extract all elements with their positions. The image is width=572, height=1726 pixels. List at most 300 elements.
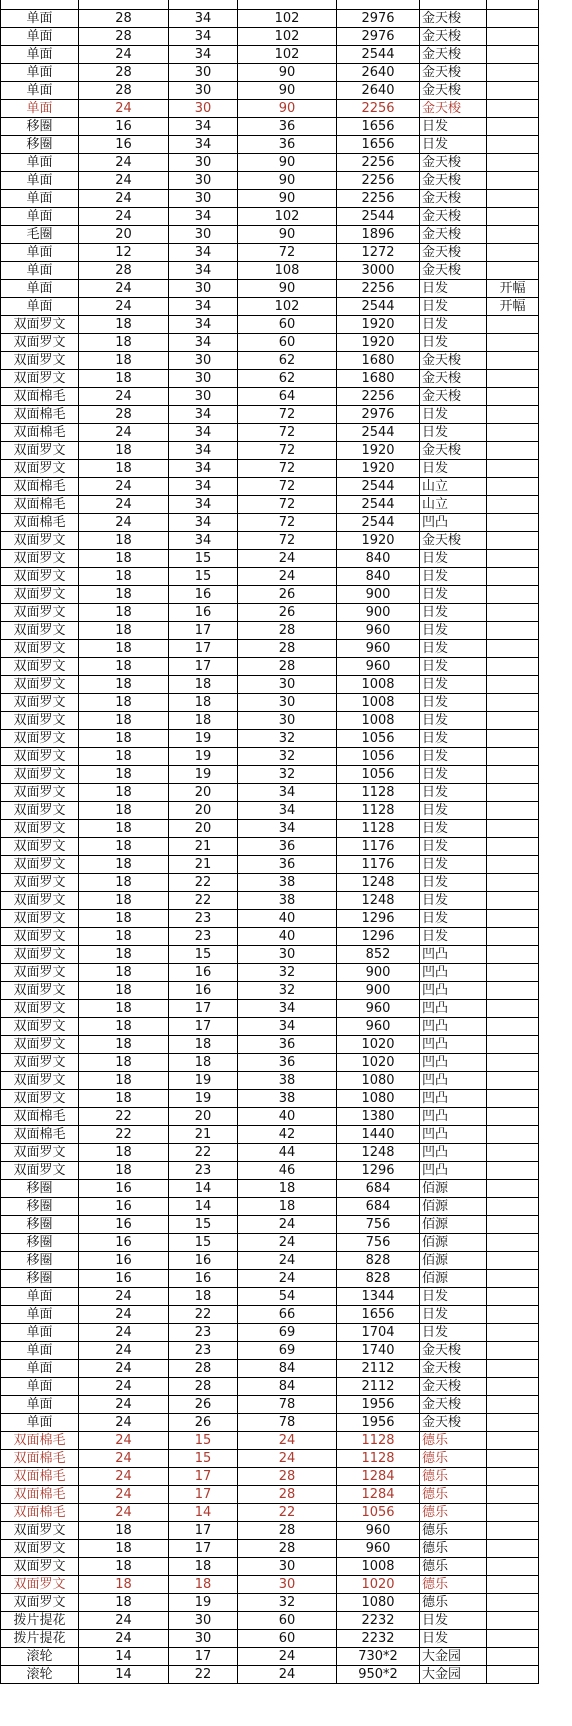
cell-gauge[interactable]: 18 xyxy=(79,784,169,802)
cell-gauge[interactable]: 18 xyxy=(79,838,169,856)
cell-brand[interactable]: 金天梭 xyxy=(420,226,487,244)
cell-gauge[interactable]: 16 xyxy=(79,1270,169,1288)
cell-brand[interactable]: 金天梭 xyxy=(420,1414,487,1432)
cell-machine-type[interactable]: 移圈 xyxy=(1,1234,79,1252)
cell-diameter[interactable]: 16 xyxy=(169,1270,238,1288)
cell-feeders[interactable]: 28 xyxy=(238,1486,337,1504)
cell-feeders[interactable]: 78 xyxy=(238,1396,337,1414)
cell-needles[interactable]: 730*2 xyxy=(337,1648,420,1666)
cell-machine-type[interactable]: 拨片提花 xyxy=(1,1612,79,1630)
cell-note[interactable] xyxy=(487,1108,539,1126)
cell-diameter[interactable]: 18 xyxy=(169,712,238,730)
cell-brand[interactable]: 德乐 xyxy=(420,1504,487,1522)
cell-gauge[interactable]: 18 xyxy=(79,874,169,892)
cell-brand[interactable]: 日发 xyxy=(420,658,487,676)
cell-gauge[interactable]: 18 xyxy=(79,712,169,730)
cell-brand[interactable]: 日发 xyxy=(420,424,487,442)
cell-machine-type[interactable]: 移圈 xyxy=(1,1198,79,1216)
cell-feeders[interactable]: 72 xyxy=(238,514,337,532)
cell-machine-type[interactable]: 双面罗文 xyxy=(1,568,79,586)
cell-machine-type[interactable]: 双面罗文 xyxy=(1,1162,79,1180)
cell-feeders[interactable]: 24 xyxy=(238,1270,337,1288)
cell-diameter[interactable]: 23 xyxy=(169,1342,238,1360)
cell-note[interactable] xyxy=(487,64,539,82)
cell-needles[interactable]: 950*2 xyxy=(337,1666,420,1684)
cell-brand[interactable]: 日发 xyxy=(420,730,487,748)
cell-brand[interactable]: 金天梭 xyxy=(420,100,487,118)
cell-feeders[interactable]: 64 xyxy=(238,388,337,406)
cell-machine-type[interactable]: 单面 xyxy=(1,190,79,208)
cell-diameter[interactable]: 20 xyxy=(169,820,238,838)
cell-note[interactable] xyxy=(487,1288,539,1306)
cell-feeders[interactable]: 30 xyxy=(238,676,337,694)
cell-gauge[interactable]: 18 xyxy=(79,1054,169,1072)
header-cell[interactable] xyxy=(79,0,169,10)
cell-brand[interactable]: 凹凸 xyxy=(420,1126,487,1144)
cell-feeders[interactable]: 44 xyxy=(238,1144,337,1162)
cell-diameter[interactable]: 26 xyxy=(169,1414,238,1432)
cell-feeders[interactable]: 34 xyxy=(238,820,337,838)
cell-machine-type[interactable]: 移圈 xyxy=(1,1252,79,1270)
cell-gauge[interactable]: 24 xyxy=(79,172,169,190)
cell-feeders[interactable]: 102 xyxy=(238,28,337,46)
cell-machine-type[interactable]: 移圈 xyxy=(1,1180,79,1198)
cell-gauge[interactable]: 28 xyxy=(79,10,169,28)
cell-note[interactable] xyxy=(487,1594,539,1612)
header-cell[interactable] xyxy=(1,0,79,10)
cell-note[interactable] xyxy=(487,1126,539,1144)
cell-note[interactable] xyxy=(487,820,539,838)
cell-gauge[interactable]: 24 xyxy=(79,1396,169,1414)
cell-machine-type[interactable]: 双面罗文 xyxy=(1,676,79,694)
cell-note[interactable] xyxy=(487,442,539,460)
cell-diameter[interactable]: 34 xyxy=(169,262,238,280)
cell-feeders[interactable]: 90 xyxy=(238,100,337,118)
cell-note[interactable] xyxy=(487,586,539,604)
cell-needles[interactable]: 1380 xyxy=(337,1108,420,1126)
cell-feeders[interactable]: 32 xyxy=(238,1594,337,1612)
cell-brand[interactable]: 金天梭 xyxy=(420,64,487,82)
cell-brand[interactable]: 日发 xyxy=(420,406,487,424)
cell-diameter[interactable]: 30 xyxy=(169,64,238,82)
cell-diameter[interactable]: 22 xyxy=(169,874,238,892)
cell-note[interactable] xyxy=(487,694,539,712)
cell-note[interactable] xyxy=(487,892,539,910)
cell-feeders[interactable]: 28 xyxy=(238,658,337,676)
cell-brand[interactable]: 德乐 xyxy=(420,1522,487,1540)
cell-gauge[interactable]: 24 xyxy=(79,1432,169,1450)
cell-gauge[interactable]: 18 xyxy=(79,928,169,946)
cell-machine-type[interactable]: 滚轮 xyxy=(1,1666,79,1684)
cell-gauge[interactable]: 16 xyxy=(79,1198,169,1216)
cell-feeders[interactable]: 36 xyxy=(238,118,337,136)
cell-diameter[interactable]: 17 xyxy=(169,1018,238,1036)
cell-diameter[interactable]: 15 xyxy=(169,568,238,586)
cell-gauge[interactable]: 28 xyxy=(79,64,169,82)
cell-diameter[interactable]: 16 xyxy=(169,586,238,604)
cell-needles[interactable]: 2112 xyxy=(337,1378,420,1396)
cell-note[interactable] xyxy=(487,388,539,406)
cell-feeders[interactable]: 36 xyxy=(238,856,337,874)
cell-machine-type[interactable]: 双面罗文 xyxy=(1,748,79,766)
cell-note[interactable] xyxy=(487,856,539,874)
cell-brand[interactable]: 金天梭 xyxy=(420,244,487,262)
cell-brand[interactable]: 德乐 xyxy=(420,1486,487,1504)
cell-note[interactable] xyxy=(487,712,539,730)
cell-note[interactable] xyxy=(487,496,539,514)
cell-feeders[interactable]: 22 xyxy=(238,1504,337,1522)
cell-diameter[interactable]: 16 xyxy=(169,982,238,1000)
cell-diameter[interactable]: 18 xyxy=(169,1288,238,1306)
cell-note[interactable] xyxy=(487,406,539,424)
cell-gauge[interactable]: 24 xyxy=(79,478,169,496)
cell-machine-type[interactable]: 双面罗文 xyxy=(1,1576,79,1594)
cell-note[interactable] xyxy=(487,1270,539,1288)
cell-diameter[interactable]: 21 xyxy=(169,1126,238,1144)
cell-diameter[interactable]: 17 xyxy=(169,1000,238,1018)
cell-needles[interactable]: 684 xyxy=(337,1198,420,1216)
cell-brand[interactable]: 金天梭 xyxy=(420,82,487,100)
cell-needles[interactable]: 2976 xyxy=(337,10,420,28)
cell-gauge[interactable]: 28 xyxy=(79,28,169,46)
cell-feeders[interactable]: 62 xyxy=(238,370,337,388)
cell-machine-type[interactable]: 单面 xyxy=(1,46,79,64)
cell-note[interactable] xyxy=(487,244,539,262)
cell-feeders[interactable]: 60 xyxy=(238,1630,337,1648)
cell-gauge[interactable]: 18 xyxy=(79,802,169,820)
header-cell[interactable] xyxy=(169,0,238,10)
cell-brand[interactable]: 日发 xyxy=(420,1288,487,1306)
cell-feeders[interactable]: 72 xyxy=(238,244,337,262)
cell-diameter[interactable]: 14 xyxy=(169,1180,238,1198)
cell-machine-type[interactable]: 双面罗文 xyxy=(1,784,79,802)
cell-gauge[interactable]: 18 xyxy=(79,532,169,550)
cell-machine-type[interactable]: 双面罗文 xyxy=(1,1054,79,1072)
cell-gauge[interactable]: 24 xyxy=(79,1306,169,1324)
cell-brand[interactable]: 日发 xyxy=(420,1612,487,1630)
cell-needles[interactable]: 960 xyxy=(337,1018,420,1036)
cell-gauge[interactable]: 18 xyxy=(79,1036,169,1054)
cell-gauge[interactable]: 16 xyxy=(79,1180,169,1198)
cell-note[interactable] xyxy=(487,1414,539,1432)
cell-gauge[interactable]: 16 xyxy=(79,136,169,154)
cell-feeders[interactable]: 26 xyxy=(238,586,337,604)
cell-feeders[interactable]: 36 xyxy=(238,1036,337,1054)
cell-machine-type[interactable]: 移圈 xyxy=(1,118,79,136)
cell-diameter[interactable]: 30 xyxy=(169,1630,238,1648)
cell-note[interactable] xyxy=(487,1468,539,1486)
cell-needles[interactable]: 1344 xyxy=(337,1288,420,1306)
cell-note[interactable] xyxy=(487,136,539,154)
cell-gauge[interactable]: 18 xyxy=(79,964,169,982)
cell-feeders[interactable]: 36 xyxy=(238,1054,337,1072)
cell-machine-type[interactable]: 单面 xyxy=(1,262,79,280)
cell-machine-type[interactable]: 双面罗文 xyxy=(1,838,79,856)
cell-machine-type[interactable]: 双面棉毛 xyxy=(1,1126,79,1144)
cell-feeders[interactable]: 78 xyxy=(238,1414,337,1432)
cell-machine-type[interactable]: 双面棉毛 xyxy=(1,1450,79,1468)
cell-machine-type[interactable]: 双面罗文 xyxy=(1,730,79,748)
cell-gauge[interactable]: 24 xyxy=(79,280,169,298)
cell-feeders[interactable]: 62 xyxy=(238,352,337,370)
cell-feeders[interactable]: 102 xyxy=(238,46,337,64)
cell-brand[interactable]: 日发 xyxy=(420,676,487,694)
cell-feeders[interactable]: 24 xyxy=(238,1432,337,1450)
cell-machine-type[interactable]: 单面 xyxy=(1,208,79,226)
cell-diameter[interactable]: 17 xyxy=(169,622,238,640)
cell-needles[interactable]: 1008 xyxy=(337,1558,420,1576)
cell-gauge[interactable]: 16 xyxy=(79,1216,169,1234)
cell-gauge[interactable]: 18 xyxy=(79,442,169,460)
cell-note[interactable] xyxy=(487,1486,539,1504)
cell-machine-type[interactable]: 双面罗文 xyxy=(1,586,79,604)
cell-machine-type[interactable]: 双面棉毛 xyxy=(1,388,79,406)
cell-gauge[interactable]: 16 xyxy=(79,1252,169,1270)
cell-diameter[interactable]: 34 xyxy=(169,136,238,154)
cell-brand[interactable]: 德乐 xyxy=(420,1576,487,1594)
cell-note[interactable] xyxy=(487,1666,539,1684)
cell-machine-type[interactable]: 双面棉毛 xyxy=(1,1432,79,1450)
cell-needles[interactable]: 1296 xyxy=(337,910,420,928)
cell-machine-type[interactable]: 双面罗文 xyxy=(1,370,79,388)
cell-machine-type[interactable]: 移圈 xyxy=(1,136,79,154)
cell-needles[interactable]: 1128 xyxy=(337,1450,420,1468)
cell-needles[interactable]: 1056 xyxy=(337,730,420,748)
cell-feeders[interactable]: 24 xyxy=(238,1666,337,1684)
cell-needles[interactable]: 2232 xyxy=(337,1630,420,1648)
cell-feeders[interactable]: 90 xyxy=(238,190,337,208)
cell-diameter[interactable]: 34 xyxy=(169,460,238,478)
cell-needles[interactable]: 2256 xyxy=(337,280,420,298)
cell-note[interactable] xyxy=(487,604,539,622)
cell-needles[interactable]: 1176 xyxy=(337,838,420,856)
cell-gauge[interactable]: 14 xyxy=(79,1648,169,1666)
cell-note[interactable] xyxy=(487,1198,539,1216)
cell-machine-type[interactable]: 双面罗文 xyxy=(1,1522,79,1540)
cell-brand[interactable]: 佰源 xyxy=(420,1198,487,1216)
cell-note[interactable] xyxy=(487,1522,539,1540)
cell-note[interactable] xyxy=(487,1162,539,1180)
cell-diameter[interactable]: 30 xyxy=(169,280,238,298)
cell-needles[interactable]: 2976 xyxy=(337,406,420,424)
cell-gauge[interactable]: 24 xyxy=(79,46,169,64)
cell-gauge[interactable]: 18 xyxy=(79,730,169,748)
cell-brand[interactable]: 金天梭 xyxy=(420,10,487,28)
cell-note[interactable] xyxy=(487,82,539,100)
cell-machine-type[interactable]: 双面罗文 xyxy=(1,640,79,658)
cell-feeders[interactable]: 36 xyxy=(238,136,337,154)
cell-machine-type[interactable]: 双面罗文 xyxy=(1,910,79,928)
cell-brand[interactable]: 金天梭 xyxy=(420,208,487,226)
cell-machine-type[interactable]: 双面棉毛 xyxy=(1,496,79,514)
cell-note[interactable] xyxy=(487,1036,539,1054)
cell-brand[interactable]: 凹凸 xyxy=(420,964,487,982)
cell-machine-type[interactable]: 单面 xyxy=(1,1324,79,1342)
cell-diameter[interactable]: 30 xyxy=(169,190,238,208)
cell-needles[interactable]: 840 xyxy=(337,550,420,568)
cell-gauge[interactable]: 18 xyxy=(79,1594,169,1612)
cell-needles[interactable]: 1740 xyxy=(337,1342,420,1360)
cell-diameter[interactable]: 20 xyxy=(169,784,238,802)
cell-needles[interactable]: 960 xyxy=(337,1540,420,1558)
cell-gauge[interactable]: 18 xyxy=(79,460,169,478)
cell-note[interactable] xyxy=(487,676,539,694)
cell-needles[interactable]: 1128 xyxy=(337,820,420,838)
cell-feeders[interactable]: 32 xyxy=(238,766,337,784)
cell-needles[interactable]: 960 xyxy=(337,622,420,640)
cell-brand[interactable]: 日发 xyxy=(420,928,487,946)
cell-machine-type[interactable]: 双面棉毛 xyxy=(1,406,79,424)
cell-note[interactable] xyxy=(487,1234,539,1252)
cell-diameter[interactable]: 15 xyxy=(169,946,238,964)
cell-needles[interactable]: 1056 xyxy=(337,748,420,766)
cell-needles[interactable]: 2544 xyxy=(337,514,420,532)
cell-brand[interactable]: 山立 xyxy=(420,496,487,514)
cell-note[interactable] xyxy=(487,424,539,442)
cell-brand[interactable]: 金天梭 xyxy=(420,190,487,208)
cell-machine-type[interactable]: 双面罗文 xyxy=(1,1072,79,1090)
cell-gauge[interactable]: 24 xyxy=(79,1324,169,1342)
cell-machine-type[interactable]: 双面罗文 xyxy=(1,334,79,352)
cell-needles[interactable]: 1080 xyxy=(337,1594,420,1612)
header-cell[interactable] xyxy=(337,0,420,10)
cell-machine-type[interactable]: 双面棉毛 xyxy=(1,1108,79,1126)
cell-feeders[interactable]: 69 xyxy=(238,1342,337,1360)
cell-brand[interactable]: 日发 xyxy=(420,136,487,154)
cell-brand[interactable]: 凹凸 xyxy=(420,1000,487,1018)
cell-diameter[interactable]: 19 xyxy=(169,1090,238,1108)
cell-needles[interactable]: 960 xyxy=(337,1522,420,1540)
cell-feeders[interactable]: 40 xyxy=(238,910,337,928)
cell-note[interactable] xyxy=(487,568,539,586)
cell-brand[interactable]: 凹凸 xyxy=(420,1108,487,1126)
cell-gauge[interactable]: 18 xyxy=(79,550,169,568)
cell-note[interactable] xyxy=(487,838,539,856)
cell-brand[interactable]: 德乐 xyxy=(420,1540,487,1558)
cell-note[interactable] xyxy=(487,262,539,280)
cell-feeders[interactable]: 84 xyxy=(238,1378,337,1396)
cell-needles[interactable]: 2112 xyxy=(337,1360,420,1378)
cell-feeders[interactable]: 36 xyxy=(238,838,337,856)
cell-note[interactable] xyxy=(487,1396,539,1414)
cell-needles[interactable]: 1008 xyxy=(337,676,420,694)
cell-diameter[interactable]: 19 xyxy=(169,748,238,766)
cell-brand[interactable]: 金天梭 xyxy=(420,1360,487,1378)
cell-diameter[interactable]: 28 xyxy=(169,1360,238,1378)
cell-machine-type[interactable]: 双面罗文 xyxy=(1,658,79,676)
cell-gauge[interactable]: 18 xyxy=(79,1144,169,1162)
cell-brand[interactable]: 金天梭 xyxy=(420,262,487,280)
cell-note[interactable] xyxy=(487,748,539,766)
cell-diameter[interactable]: 34 xyxy=(169,46,238,64)
cell-gauge[interactable]: 18 xyxy=(79,676,169,694)
cell-diameter[interactable]: 16 xyxy=(169,1252,238,1270)
cell-note[interactable] xyxy=(487,1144,539,1162)
cell-needles[interactable]: 2640 xyxy=(337,82,420,100)
cell-diameter[interactable]: 34 xyxy=(169,334,238,352)
cell-note[interactable] xyxy=(487,514,539,532)
cell-diameter[interactable]: 17 xyxy=(169,1522,238,1540)
cell-brand[interactable]: 金天梭 xyxy=(420,1342,487,1360)
cell-note[interactable] xyxy=(487,928,539,946)
cell-feeders[interactable]: 30 xyxy=(238,712,337,730)
cell-needles[interactable]: 1920 xyxy=(337,442,420,460)
cell-needles[interactable]: 2256 xyxy=(337,172,420,190)
cell-note[interactable] xyxy=(487,1216,539,1234)
cell-needles[interactable]: 900 xyxy=(337,586,420,604)
cell-diameter[interactable]: 30 xyxy=(169,154,238,172)
cell-diameter[interactable]: 34 xyxy=(169,514,238,532)
cell-diameter[interactable]: 18 xyxy=(169,1036,238,1054)
cell-machine-type[interactable]: 双面罗文 xyxy=(1,1018,79,1036)
cell-needles[interactable]: 828 xyxy=(337,1270,420,1288)
cell-feeders[interactable]: 72 xyxy=(238,496,337,514)
cell-machine-type[interactable]: 双面罗文 xyxy=(1,550,79,568)
cell-feeders[interactable]: 32 xyxy=(238,748,337,766)
cell-diameter[interactable]: 14 xyxy=(169,1198,238,1216)
cell-gauge[interactable]: 18 xyxy=(79,1162,169,1180)
cell-needles[interactable]: 1176 xyxy=(337,856,420,874)
cell-note[interactable] xyxy=(487,352,539,370)
cell-gauge[interactable]: 24 xyxy=(79,424,169,442)
cell-needles[interactable]: 2544 xyxy=(337,46,420,64)
cell-note[interactable] xyxy=(487,118,539,136)
cell-needles[interactable]: 2544 xyxy=(337,478,420,496)
cell-feeders[interactable]: 102 xyxy=(238,10,337,28)
cell-feeders[interactable]: 24 xyxy=(238,1234,337,1252)
cell-note[interactable] xyxy=(487,784,539,802)
cell-diameter[interactable]: 34 xyxy=(169,10,238,28)
cell-brand[interactable]: 日发 xyxy=(420,820,487,838)
cell-brand[interactable]: 日发 xyxy=(420,802,487,820)
cell-gauge[interactable]: 18 xyxy=(79,1072,169,1090)
cell-diameter[interactable]: 34 xyxy=(169,406,238,424)
cell-machine-type[interactable]: 单面 xyxy=(1,154,79,172)
cell-brand[interactable]: 日发 xyxy=(420,1630,487,1648)
cell-needles[interactable]: 1020 xyxy=(337,1036,420,1054)
cell-diameter[interactable]: 16 xyxy=(169,964,238,982)
cell-note[interactable] xyxy=(487,982,539,1000)
cell-needles[interactable]: 1920 xyxy=(337,460,420,478)
cell-diameter[interactable]: 34 xyxy=(169,424,238,442)
cell-diameter[interactable]: 17 xyxy=(169,1648,238,1666)
cell-gauge[interactable]: 18 xyxy=(79,946,169,964)
cell-diameter[interactable]: 30 xyxy=(169,1612,238,1630)
cell-needles[interactable]: 1008 xyxy=(337,712,420,730)
cell-needles[interactable]: 1020 xyxy=(337,1054,420,1072)
cell-note[interactable] xyxy=(487,1054,539,1072)
cell-gauge[interactable]: 18 xyxy=(79,910,169,928)
cell-brand[interactable]: 凹凸 xyxy=(420,982,487,1000)
cell-needles[interactable]: 2544 xyxy=(337,298,420,316)
cell-brand[interactable]: 凹凸 xyxy=(420,1054,487,1072)
cell-machine-type[interactable]: 单面 xyxy=(1,1414,79,1432)
cell-machine-type[interactable]: 双面罗文 xyxy=(1,442,79,460)
cell-brand[interactable]: 日发 xyxy=(420,784,487,802)
cell-machine-type[interactable]: 单面 xyxy=(1,244,79,262)
cell-needles[interactable]: 1080 xyxy=(337,1090,420,1108)
cell-gauge[interactable]: 28 xyxy=(79,262,169,280)
cell-needles[interactable]: 1056 xyxy=(337,1504,420,1522)
cell-brand[interactable]: 山立 xyxy=(420,478,487,496)
cell-brand[interactable]: 日发 xyxy=(420,604,487,622)
cell-diameter[interactable]: 22 xyxy=(169,1306,238,1324)
cell-needles[interactable]: 1956 xyxy=(337,1414,420,1432)
cell-note[interactable] xyxy=(487,172,539,190)
cell-brand[interactable]: 凹凸 xyxy=(420,514,487,532)
cell-diameter[interactable]: 17 xyxy=(169,1540,238,1558)
cell-feeders[interactable]: 34 xyxy=(238,1000,337,1018)
